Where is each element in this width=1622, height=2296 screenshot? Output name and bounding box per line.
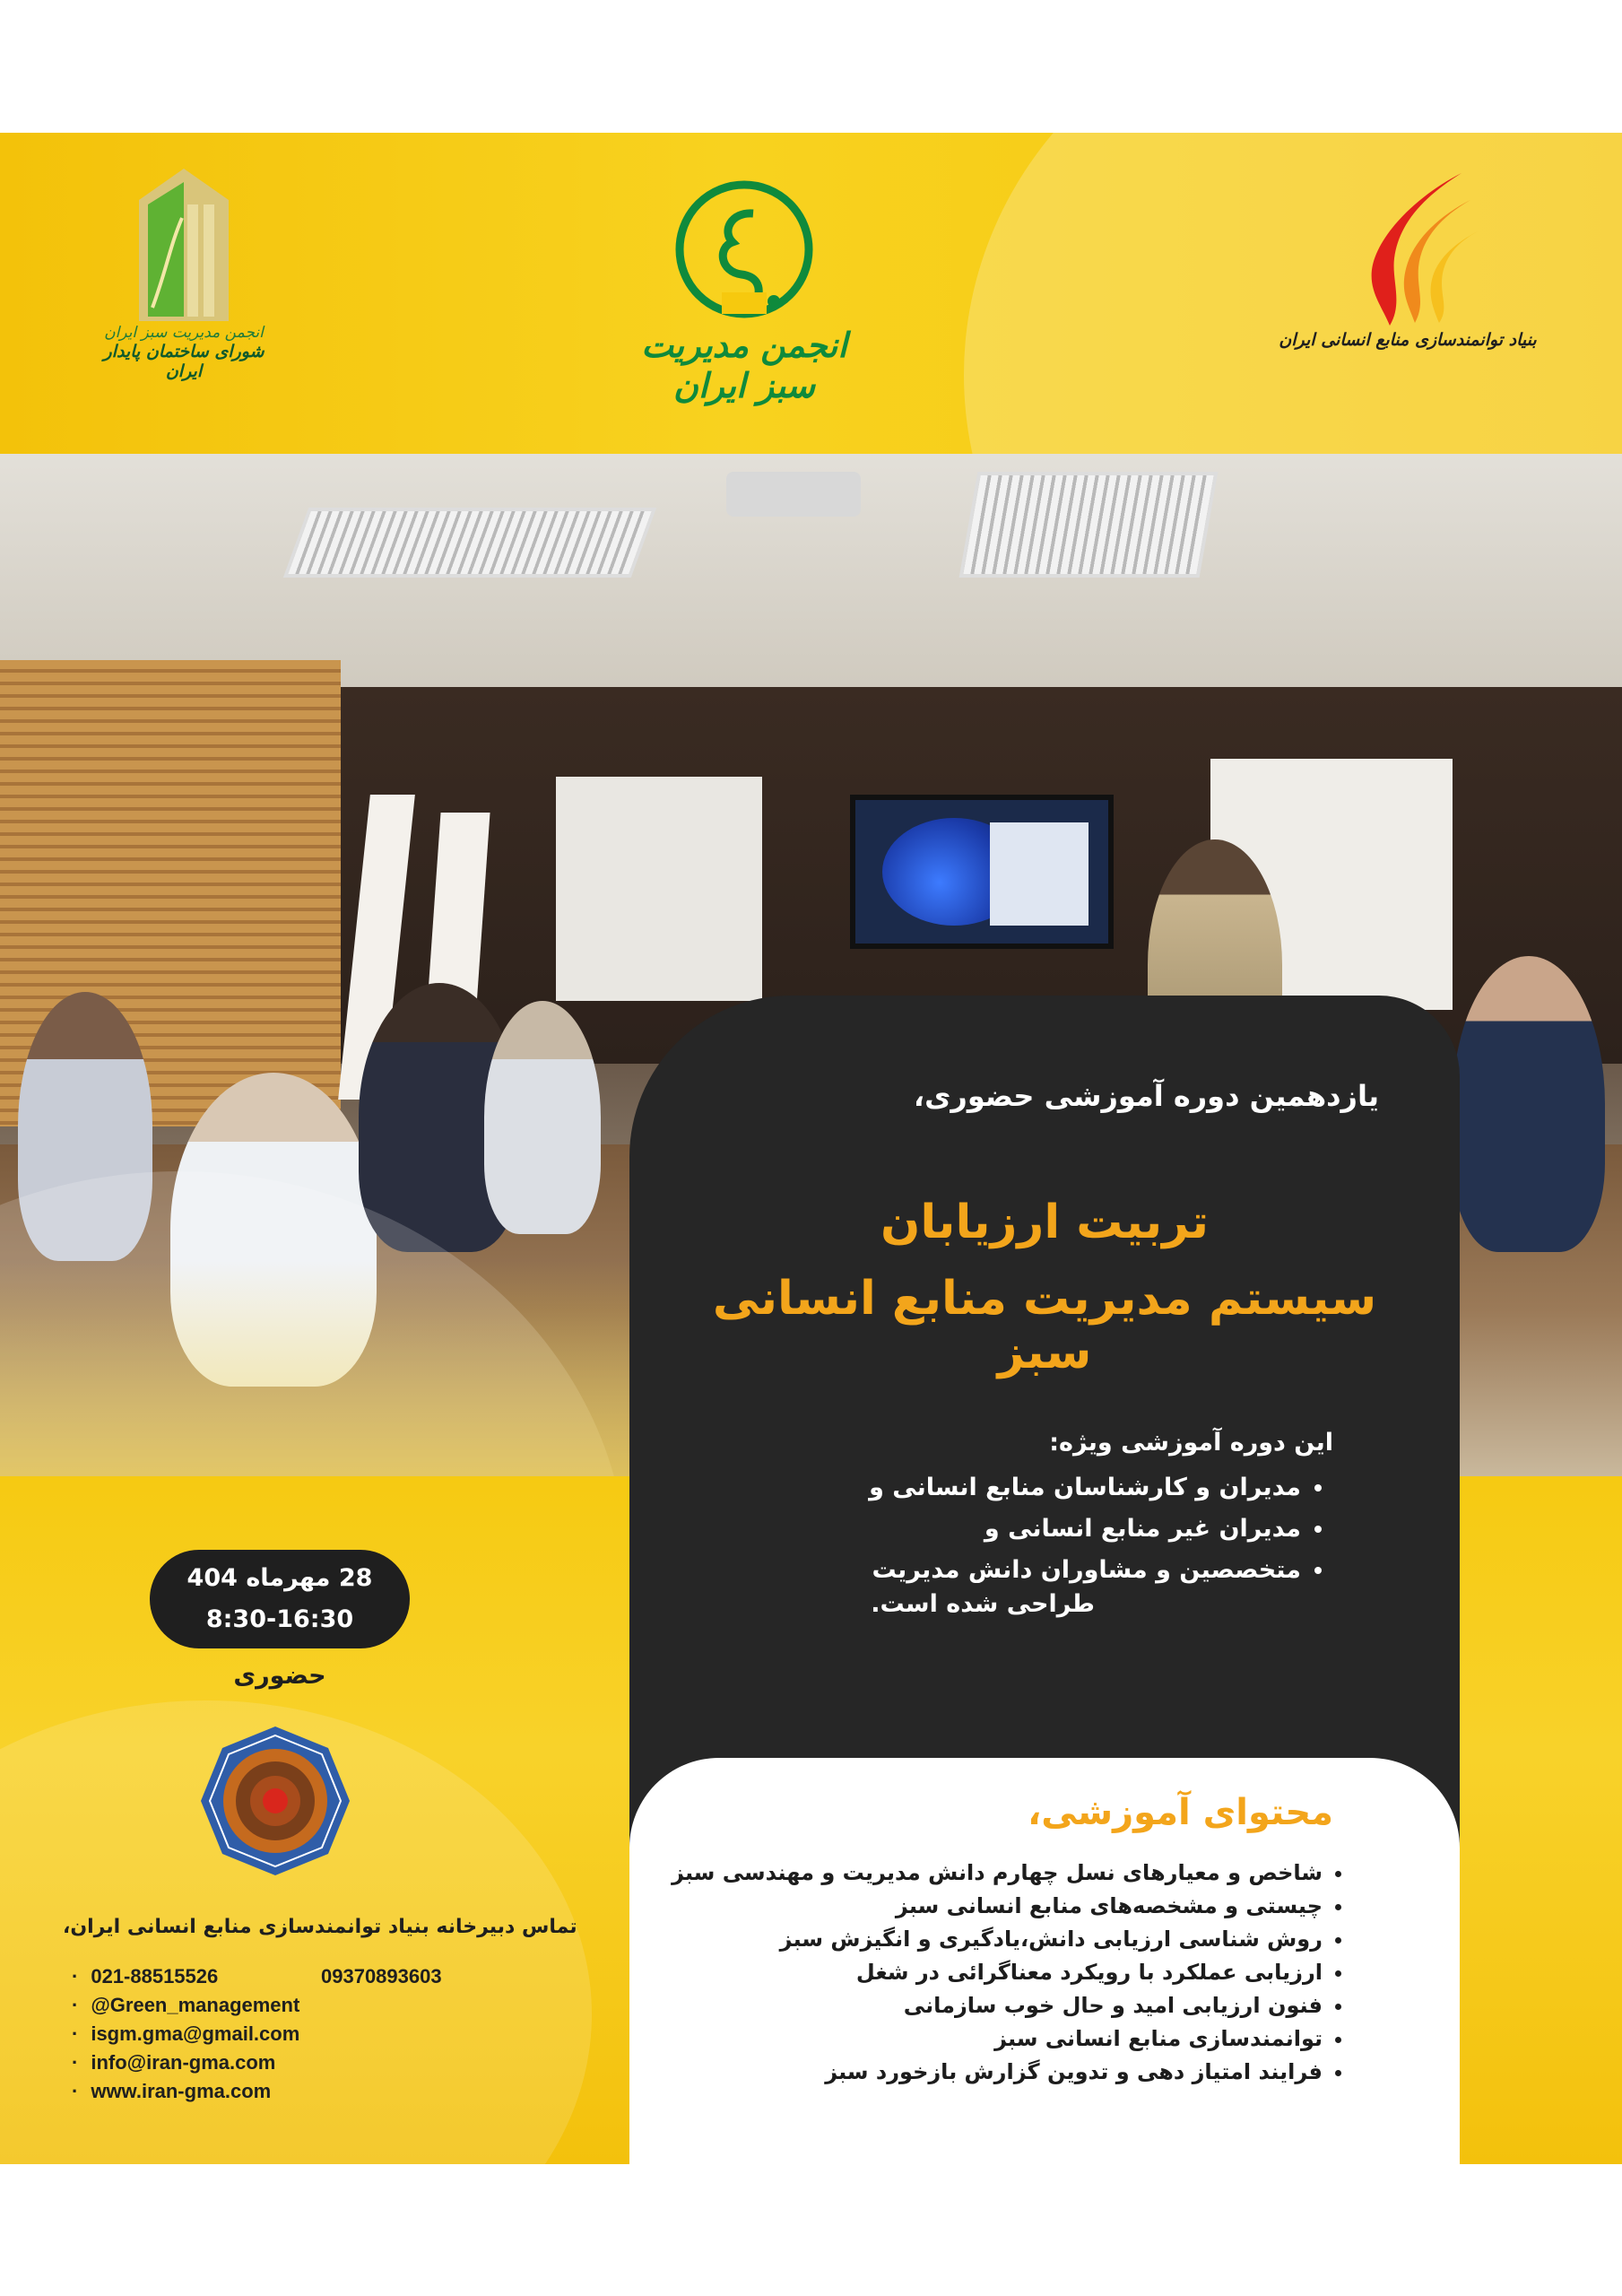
- right-logo-caption: بنیاد توانمندسازی منابع انسانی ایران: [1279, 330, 1537, 350]
- email-address[interactable]: · info@iran-gma.com: [72, 2048, 299, 2077]
- attendee: [1453, 956, 1605, 1252]
- list-item: • توانمندسازی منابع انسانی سبز: [672, 2022, 1323, 2056]
- emblem-badge-icon: [199, 1725, 351, 1877]
- gmail-address[interactable]: · isgm.gma@gmail.com: [72, 2020, 299, 2048]
- event-mode: حضوری: [233, 1662, 326, 1690]
- list-item: • فرایند امتیاز دهی و تدوین گزارش بازخورد سبز: [672, 2056, 1323, 2089]
- event-date: 28 مهرماه 404: [186, 1564, 373, 1592]
- content-list: [672, 1857, 1351, 2089]
- green-management-association-logo: [610, 178, 879, 405]
- date-time-pill: [150, 1550, 410, 1648]
- list-item: • فنون ارزیابی امید و حال خوب سازمانی: [672, 1989, 1323, 2022]
- hr-empowerment-foundation-logo: [1273, 169, 1542, 350]
- flame-faces-logo-icon: [1327, 169, 1488, 330]
- audience-list: [869, 1467, 1333, 1591]
- content-heading: محتوای آموزشی،: [1028, 1792, 1333, 1833]
- contact-list: [72, 1962, 299, 2106]
- building-logo-icon: [130, 164, 238, 326]
- presentation-screen: [850, 795, 1114, 949]
- whiteboard: [556, 777, 762, 1001]
- ceiling-light: [283, 508, 656, 578]
- event-time: 8:30-16:30: [205, 1605, 354, 1633]
- list-item: • مدیران غیر منابع انسانی و: [869, 1509, 1301, 1550]
- list-item: • روش شناسی ارزیابی دانش،یادگیری و انگیزش سبز: [672, 1923, 1323, 1956]
- center-logo-caption: انجمن مدیریت سبز ایران: [641, 325, 847, 405]
- list-item: • ارزیابی عملکرد با رویکرد معناگرائی در شغل: [672, 1956, 1323, 1989]
- screen-window: [990, 822, 1089, 926]
- phone-number[interactable]: · 021-88515526: [72, 1962, 299, 1991]
- mobile-number[interactable]: 09370893603: [321, 1965, 442, 1987]
- list-item: • متخصصین و مشاوران دانش مدیریت: [869, 1550, 1301, 1591]
- green-head-logo-icon: [668, 178, 820, 330]
- left-logo-caption-1: انجمن مدیریت سبز ایران: [104, 324, 264, 342]
- attendee: [484, 1001, 601, 1234]
- audience-heading: این دوره آموزشی ویژه:: [1049, 1429, 1333, 1457]
- course-title-line1: تربیت ارزیابان: [880, 1196, 1209, 1249]
- logo-header: [0, 133, 1622, 454]
- left-logo-caption-2: شورای ساختمان پایدار ایران: [103, 342, 265, 381]
- instagram-handle[interactable]: · @Green_management: [72, 1991, 299, 2020]
- poster: [0, 133, 1622, 2164]
- course-intro: یازدهمین دوره آموزشی حضوری،: [913, 1079, 1379, 1113]
- audience-tail: طراحی شده است.: [871, 1590, 1095, 1618]
- contact-heading: تماس دبیرخانه بنیاد توانمندسازی منابع انسانی ایران،: [63, 1916, 577, 1938]
- list-item: • چیستی و مشخصه‌های منابع انسانی سبز: [672, 1890, 1323, 1923]
- website-link[interactable]: · www.iran-gma.com: [72, 2077, 299, 2106]
- course-title-line2: سیستم مدیریت منابع انسانی سبز: [712, 1272, 1377, 1379]
- green-building-council-logo: [103, 164, 265, 381]
- projector: [726, 472, 861, 517]
- photo-fade: [0, 1261, 646, 1476]
- ceiling-light: [959, 472, 1219, 578]
- list-item: • شاخص و معیارهای نسل چهارم دانش مدیریت و مهندسی سبز: [672, 1857, 1323, 1890]
- list-item: • مدیران و کارشناسان منابع انسانی و: [869, 1467, 1301, 1509]
